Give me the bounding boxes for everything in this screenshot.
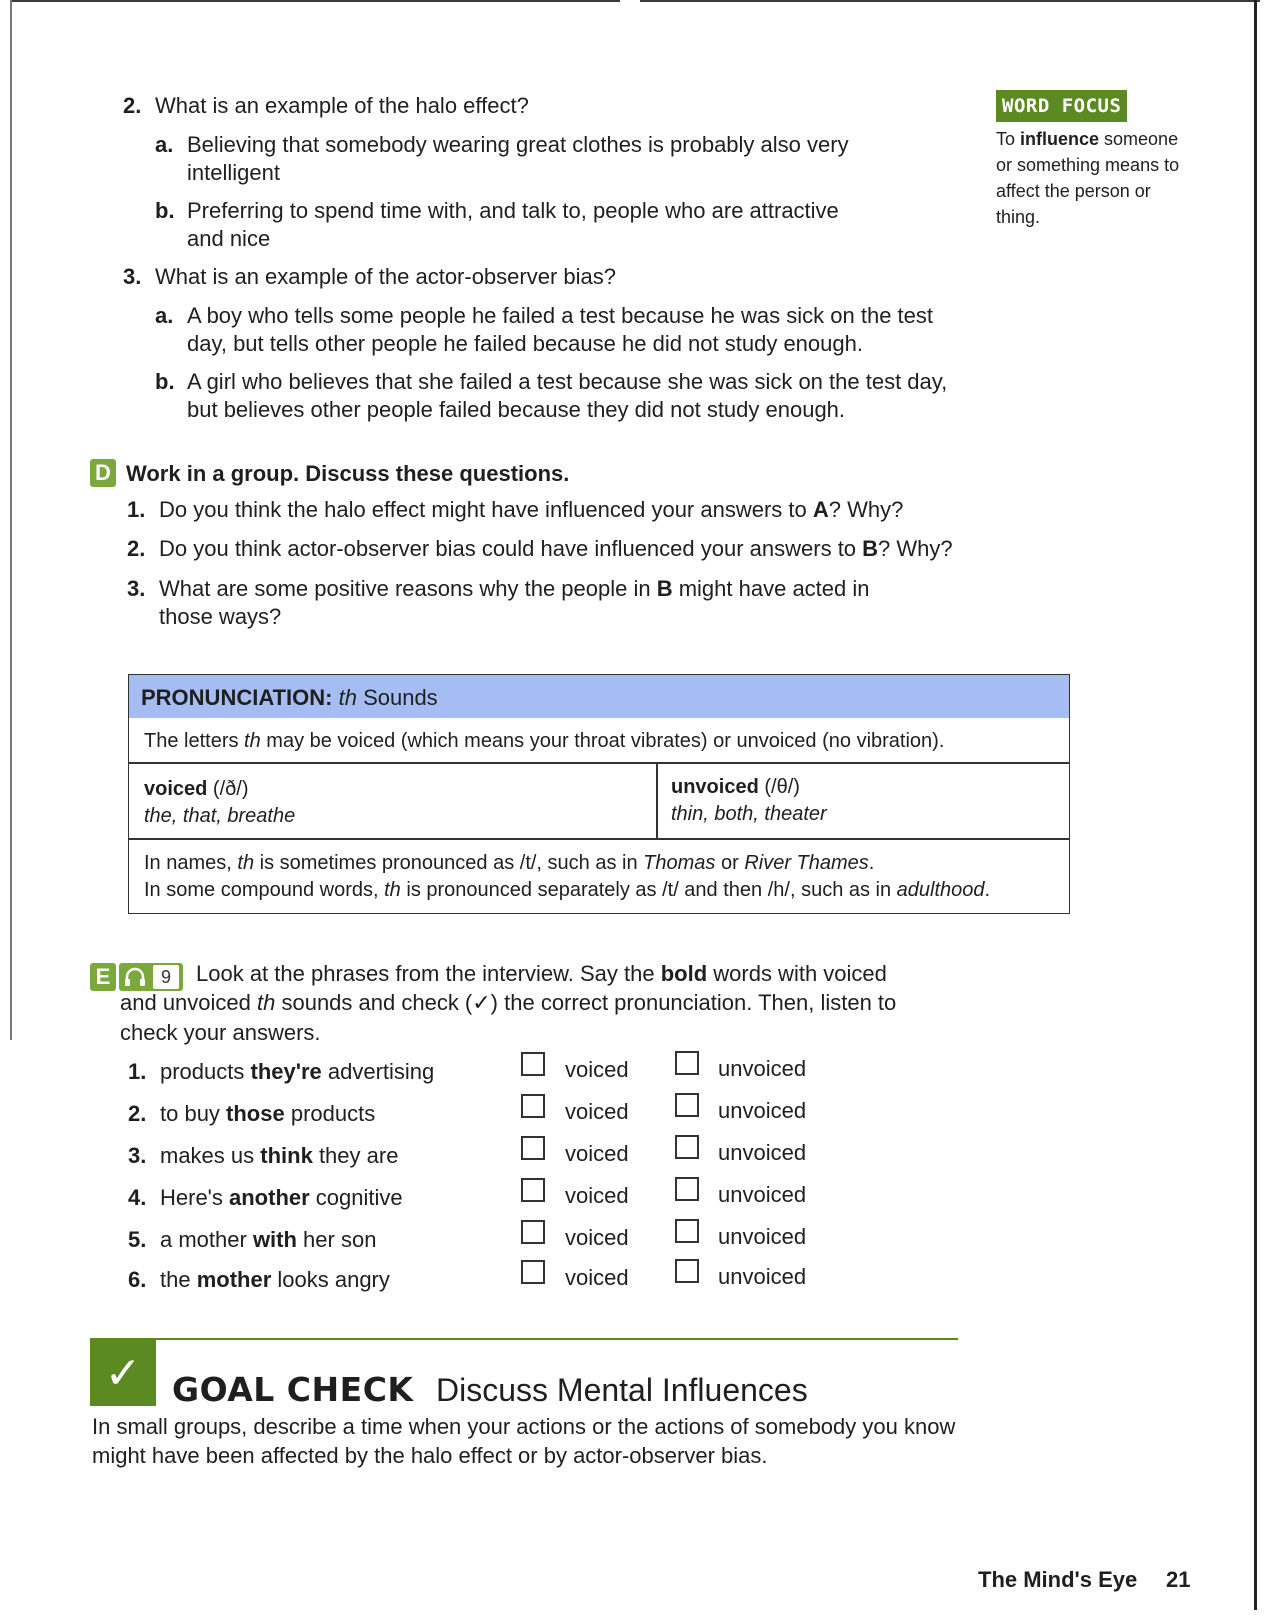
voiced-checkbox[interactable] bbox=[521, 1136, 545, 1160]
voiced-option-label: voiced bbox=[565, 1099, 629, 1124]
pronunciation-notes bbox=[144, 850, 990, 904]
item-number: 5. bbox=[128, 1227, 147, 1252]
unvoiced-label: unvoiced bbox=[671, 776, 759, 798]
item-bold-word: think bbox=[260, 1143, 313, 1168]
instruction-text: and unvoiced bbox=[120, 990, 257, 1015]
divider bbox=[128, 762, 1070, 764]
question-number: 2. bbox=[127, 536, 146, 561]
question-text: ? Why? bbox=[878, 536, 953, 561]
option-letter: a. bbox=[155, 303, 174, 328]
divider bbox=[656, 762, 658, 839]
item-bold-word: with bbox=[252, 1227, 297, 1252]
section-e-line-3: check your answers. bbox=[120, 1020, 321, 1045]
instruction-italic: th bbox=[257, 990, 276, 1015]
goal-check-text: In small groups, describe a time when your actions or the actions of somebody you know might have been affected by the halo effect or by actor-observer bias. bbox=[92, 1414, 956, 1468]
item-text: makes us bbox=[160, 1143, 261, 1168]
pronunciation-heading-rest: Sounds bbox=[356, 685, 438, 710]
question-3 bbox=[123, 263, 943, 291]
note-text: In some compound words, bbox=[144, 879, 385, 901]
item-bold-word: they're bbox=[250, 1059, 322, 1084]
item-text: Here's bbox=[160, 1185, 229, 1210]
checkmark-icon: ✓ bbox=[104, 1349, 142, 1398]
item-text: products bbox=[284, 1101, 376, 1126]
unvoiced-option-label: unvoiced bbox=[718, 1098, 807, 1123]
voiced-option-label: voiced bbox=[565, 1265, 629, 1290]
voiced-checkbox[interactable] bbox=[521, 1052, 545, 1076]
divider bbox=[128, 838, 1070, 840]
track-number: 9 bbox=[153, 965, 179, 989]
headphones-icon bbox=[123, 966, 147, 988]
item-number: 3. bbox=[128, 1143, 147, 1168]
note-italic: th bbox=[237, 852, 255, 874]
item-bold-word: mother bbox=[196, 1267, 272, 1292]
option-2a bbox=[155, 131, 925, 187]
voiced-option-label: voiced bbox=[565, 1057, 629, 1082]
question-number: 1. bbox=[127, 497, 146, 522]
exercise-item bbox=[128, 1184, 508, 1212]
unvoiced-symbol: (/θ/) bbox=[758, 776, 800, 798]
item-number: 6. bbox=[128, 1267, 147, 1292]
intro-text: may be voiced (which means your throat vibrates) or unvoiced (no vibration). bbox=[260, 730, 945, 752]
question-text: Do you think the halo effect might have influenced your answers to bbox=[159, 497, 813, 522]
unvoiced-checkbox[interactable] bbox=[675, 1051, 699, 1075]
note-text: is sometimes pronounced as /t/, such as in bbox=[254, 852, 644, 874]
item-text: her son bbox=[296, 1227, 377, 1252]
question-text: might have acted in those ways? bbox=[159, 576, 870, 629]
footer-book-title: The Mind's Eye bbox=[978, 1567, 1138, 1592]
section-e-line-1 bbox=[196, 960, 956, 988]
note-italic: adulthood bbox=[896, 879, 985, 901]
section-d-instruction: Work in a group. Discuss these questions. bbox=[126, 461, 570, 486]
exercise-item bbox=[128, 1142, 508, 1170]
voiced-option-label: voiced bbox=[565, 1141, 629, 1166]
option-text: A boy who tells some people he failed a test because he was sick on the test day, but tells other people he failed because he did not study enough. bbox=[187, 303, 934, 356]
section-d-badge: D bbox=[90, 459, 116, 487]
question-text: What is an example of the actor-observer bias? bbox=[155, 264, 617, 289]
unvoiced-option-label: unvoiced bbox=[718, 1056, 807, 1081]
word-focus-text bbox=[996, 126, 1196, 230]
question-text: ? Why? bbox=[828, 497, 904, 522]
page-edge-top bbox=[640, 0, 1260, 2]
unvoiced-checkbox[interactable] bbox=[675, 1135, 699, 1159]
goal-check-title: GOAL CHECK bbox=[172, 1370, 414, 1409]
unvoiced-option-label: unvoiced bbox=[718, 1224, 807, 1249]
question-bold: B bbox=[862, 536, 879, 561]
note-1 bbox=[144, 850, 990, 877]
voiced-option-label: voiced bbox=[565, 1225, 629, 1250]
note-text: . bbox=[868, 852, 875, 874]
unvoiced-option-label: unvoiced bbox=[718, 1264, 807, 1289]
unvoiced-checkbox[interactable] bbox=[675, 1259, 699, 1283]
option-2b bbox=[155, 197, 875, 253]
page-edge-left bbox=[10, 0, 12, 1040]
note-italic: th bbox=[384, 879, 401, 901]
option-letter: b. bbox=[155, 198, 175, 223]
intro-text: The letters bbox=[144, 730, 245, 752]
word-focus-term: influence bbox=[1020, 129, 1100, 149]
word-focus-post: someone or something means to affect the person or thing. bbox=[996, 129, 1180, 227]
page-number: 21 bbox=[1166, 1567, 1191, 1592]
option-3a bbox=[155, 302, 975, 358]
question-number: 3. bbox=[127, 576, 146, 601]
instruction-text: Look at the phrases from the interview. Say the bbox=[196, 961, 661, 986]
exercise-item bbox=[128, 1100, 508, 1128]
discussion-question-2 bbox=[127, 535, 1007, 563]
exercise-item bbox=[128, 1226, 508, 1254]
pronunciation-heading-th: th bbox=[338, 685, 357, 710]
item-text: the bbox=[160, 1267, 197, 1292]
voiced-checkbox[interactable] bbox=[521, 1260, 545, 1284]
section-e-line-2 bbox=[120, 989, 980, 1017]
unvoiced-option-label: unvoiced bbox=[718, 1140, 807, 1165]
voiced-option-label: voiced bbox=[565, 1183, 629, 1208]
note-italic: Thomas bbox=[643, 852, 716, 874]
question-bold: A bbox=[812, 497, 829, 522]
question-2 bbox=[123, 92, 943, 120]
section-e-badge: E bbox=[90, 963, 116, 991]
unvoiced-checkbox[interactable] bbox=[675, 1177, 699, 1201]
page-edge-right bbox=[1254, 0, 1257, 1610]
voiced-checkbox[interactable] bbox=[521, 1178, 545, 1202]
voiced-examples: the, that, breathe bbox=[144, 805, 296, 827]
voiced-label: voiced bbox=[144, 778, 208, 800]
item-number: 1. bbox=[128, 1059, 147, 1084]
question-text: Do you think actor-observer bias could have influenced your answers to bbox=[159, 536, 863, 561]
discussion-question-3 bbox=[127, 575, 887, 631]
item-text: advertising bbox=[321, 1059, 435, 1084]
goal-check-rule bbox=[90, 1338, 958, 1340]
instruction-text: sounds and check (✓) the correct pronunciation. Then, listen to bbox=[275, 990, 897, 1015]
note-text: . bbox=[984, 879, 991, 901]
exercise-item bbox=[128, 1058, 508, 1086]
note-italic: River Thames bbox=[744, 852, 869, 874]
note-text: is pronounced separately as /t/ and then /h/, such as in bbox=[400, 879, 897, 901]
note-text: or bbox=[715, 852, 745, 874]
item-bold-word: another bbox=[229, 1185, 310, 1210]
item-number: 2. bbox=[128, 1101, 147, 1126]
unvoiced-cell bbox=[671, 774, 827, 828]
unvoiced-checkbox[interactable] bbox=[675, 1219, 699, 1243]
audio-track-badge[interactable] bbox=[119, 963, 183, 991]
instruction-text: words with voiced bbox=[707, 961, 887, 986]
note-2 bbox=[144, 877, 990, 904]
voiced-checkbox[interactable] bbox=[521, 1094, 545, 1118]
note-text: In names, bbox=[144, 852, 238, 874]
pronunciation-heading-label: PRONUNCIATION: bbox=[141, 685, 333, 710]
pronunciation-heading bbox=[141, 684, 438, 712]
exercise-item bbox=[128, 1266, 508, 1294]
item-bold-word: those bbox=[226, 1101, 285, 1126]
item-text: they are bbox=[312, 1143, 399, 1168]
page-edge-top bbox=[10, 0, 620, 2]
option-text: Believing that somebody wearing great clothes is probably also very intelligent bbox=[187, 132, 849, 185]
question-number: 2. bbox=[123, 93, 142, 118]
word-focus-pre: To bbox=[996, 129, 1021, 149]
item-text: a mother bbox=[160, 1227, 253, 1252]
option-text: Preferring to spend time with, and talk to, people who are attractive and nice bbox=[187, 198, 839, 251]
item-text: cognitive bbox=[309, 1185, 403, 1210]
unvoiced-examples: thin, both, theater bbox=[671, 803, 827, 825]
question-bold: B bbox=[656, 576, 673, 601]
unvoiced-checkbox[interactable] bbox=[675, 1093, 699, 1117]
voiced-symbol: (/ð/) bbox=[207, 778, 249, 800]
goal-check-subtitle: Discuss Mental Influences bbox=[436, 1372, 808, 1408]
unvoiced-option-label: unvoiced bbox=[718, 1182, 807, 1207]
pronunciation-intro bbox=[144, 728, 944, 754]
discussion-question-1 bbox=[127, 496, 997, 524]
option-letter: b. bbox=[155, 369, 175, 394]
question-text: What is an example of the halo effect? bbox=[155, 93, 529, 118]
question-text: What are some positive reasons why the people in bbox=[159, 576, 657, 601]
voiced-checkbox[interactable] bbox=[521, 1220, 545, 1244]
item-text: looks angry bbox=[271, 1267, 390, 1292]
item-number: 4. bbox=[128, 1185, 147, 1210]
item-text: products bbox=[160, 1059, 251, 1084]
option-3b bbox=[155, 368, 955, 424]
voiced-cell bbox=[144, 776, 295, 830]
option-text: A girl who believes that she failed a test because she was sick on the test day, but believes other people failed because they did not study enough. bbox=[187, 369, 948, 422]
word-focus-title: WORD FOCUS bbox=[996, 90, 1127, 122]
option-letter: a. bbox=[155, 132, 174, 157]
question-number: 3. bbox=[123, 264, 142, 289]
item-text: to buy bbox=[160, 1101, 227, 1126]
intro-th: th bbox=[244, 730, 261, 752]
instruction-bold: bold bbox=[660, 961, 708, 986]
